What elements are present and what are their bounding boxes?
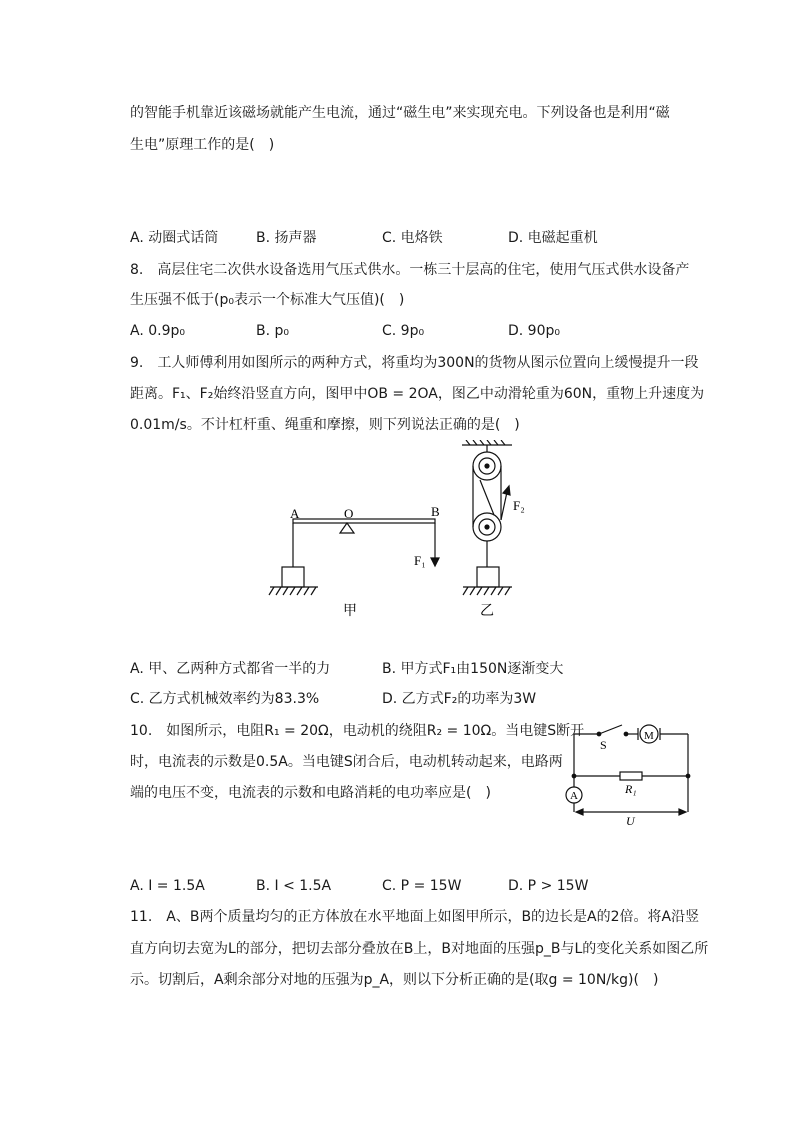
q10-option-a[interactable]: A. I = 1.5A [130,878,205,894]
q9-figure [260,440,540,630]
movable-pulley-axle [485,525,489,529]
lever-label-b: B [431,504,440,519]
force-f2-arrow [501,492,507,520]
pulley-figure [462,440,512,595]
q8-option-a[interactable]: A. 0.9p₀ [130,323,185,339]
q10-option-c[interactable]: C. P = 15W [382,878,462,894]
q9-option-a[interactable]: A. 甲、乙两种方式都省一半的力 [130,661,331,677]
fulcrum [340,523,354,533]
junction-right [686,774,690,778]
q7-option-b[interactable]: B. 扬声器 [256,230,317,246]
lever-label-a: A [290,506,300,521]
q9-text-line1: 9. 工人师傅利用如图所示的两种方式，将重均为300N的货物从图示位置向上缓慢提升一段 [130,355,699,371]
pulley-weight [477,567,499,587]
switch-blade [599,725,622,734]
lever-weight [282,567,304,587]
q11-text-line1: 11. A、B两个质量均匀的正方体放在水平地面上如图甲所示，B的边长是A的2倍。将A沿竖 [130,909,700,925]
caption-yi: 乙 [480,604,494,619]
q9-option-b[interactable]: B. 甲方式F₁由150N逐渐变大 [382,661,564,677]
voltage-arrow-right [679,809,686,815]
pulley-ground-hatch [463,587,510,595]
voltage-label: U [626,814,635,828]
q10-text-line3: 端的电压不变，电流表的示数和电路消耗的电功率应是( ) [130,785,491,801]
force-f2-label: F₂ [513,498,525,513]
lever-label-o: O [344,506,354,521]
q7-option-d[interactable]: D. 电磁起重机 [508,230,598,246]
q7-option-a[interactable]: A. 动圈式话筒 [130,230,219,246]
ammeter-label: A [570,790,578,802]
junction-left [572,774,576,778]
q10-option-b[interactable]: B. I < 1.5A [256,878,332,894]
force-f1-arrowhead [431,558,439,566]
q7-option-c[interactable]: C. 电烙铁 [382,230,443,246]
q7-text-line1: 的智能手机靠近该磁场就能产生电流，通过“磁生电”来实现充电。下列设备也是利用“磁 [130,105,670,121]
q11-text-line2: 直方向切去宽为L的部分，把切去部分叠放在B上，B对地面的压强p_B与L的变化关系如图乙所 [130,941,709,957]
q8-option-d[interactable]: D. 90p₀ [508,323,560,339]
voltage-arrow-left [576,809,583,815]
fixed-pulley-axle [485,464,489,468]
q10-text-line2: 时，电流表的示数是0.5A。当电键S闭合后，电动机转动起来，电路两 [130,754,563,770]
resistor-label: R₁ [625,782,637,796]
q8-option-b[interactable]: B. p₀ [256,323,290,339]
resistor-r1 [620,772,642,780]
q8-option-c[interactable]: C. 9p₀ [382,323,425,339]
q10-circuit [560,718,700,828]
q9-text-line2: 距离。F₁、F₂始终沿竖直方向，图甲中OB = 2OA，图乙中动滑轮重为60N，重物上升速度为 [130,386,705,402]
lever-ground-hatch [269,587,316,595]
caption-jia: 甲 [343,604,357,619]
q10-text-line1: 10. 如图所示，电阻R₁ = 20Ω，电动机的绕阻R₂ = 10Ω。当电键S断开 [130,723,585,739]
q7-text-line2: 生电”原理工作的是( ) [130,137,275,153]
q9-option-c[interactable]: C. 乙方式机械效率约为83.3% [130,691,320,707]
motor-label: M [644,730,654,742]
lever-bar [293,519,435,523]
q11-text-line3: 示。切割后，A剩余部分对地的压强为p_A，则以下分析正确的是(取g = 10N/kg)( ) [130,972,659,988]
switch-label: S [600,738,607,752]
q10-option-d[interactable]: D. P > 15W [508,878,589,894]
q9-option-d[interactable]: D. 乙方式F₂的功率为3W [382,691,537,707]
force-f2-arrowhead [503,486,510,495]
q8-text-line1: 8. 高层住宅二次供水设备选用气压式供水。一栋三十层高的住宅，使用气压式供水设备产 [130,262,690,278]
rope-middle [480,480,494,515]
q9-text-line3: 0.01m/s。不计杠杆重、绳重和摩擦，则下列说法正确的是( ) [130,417,520,433]
force-f1-label: F₁ [414,553,426,568]
ceiling-hatch [466,440,505,445]
q8-text-line2: 生压强不低于(p₀表示一个标准大气压值)( ) [130,292,405,308]
